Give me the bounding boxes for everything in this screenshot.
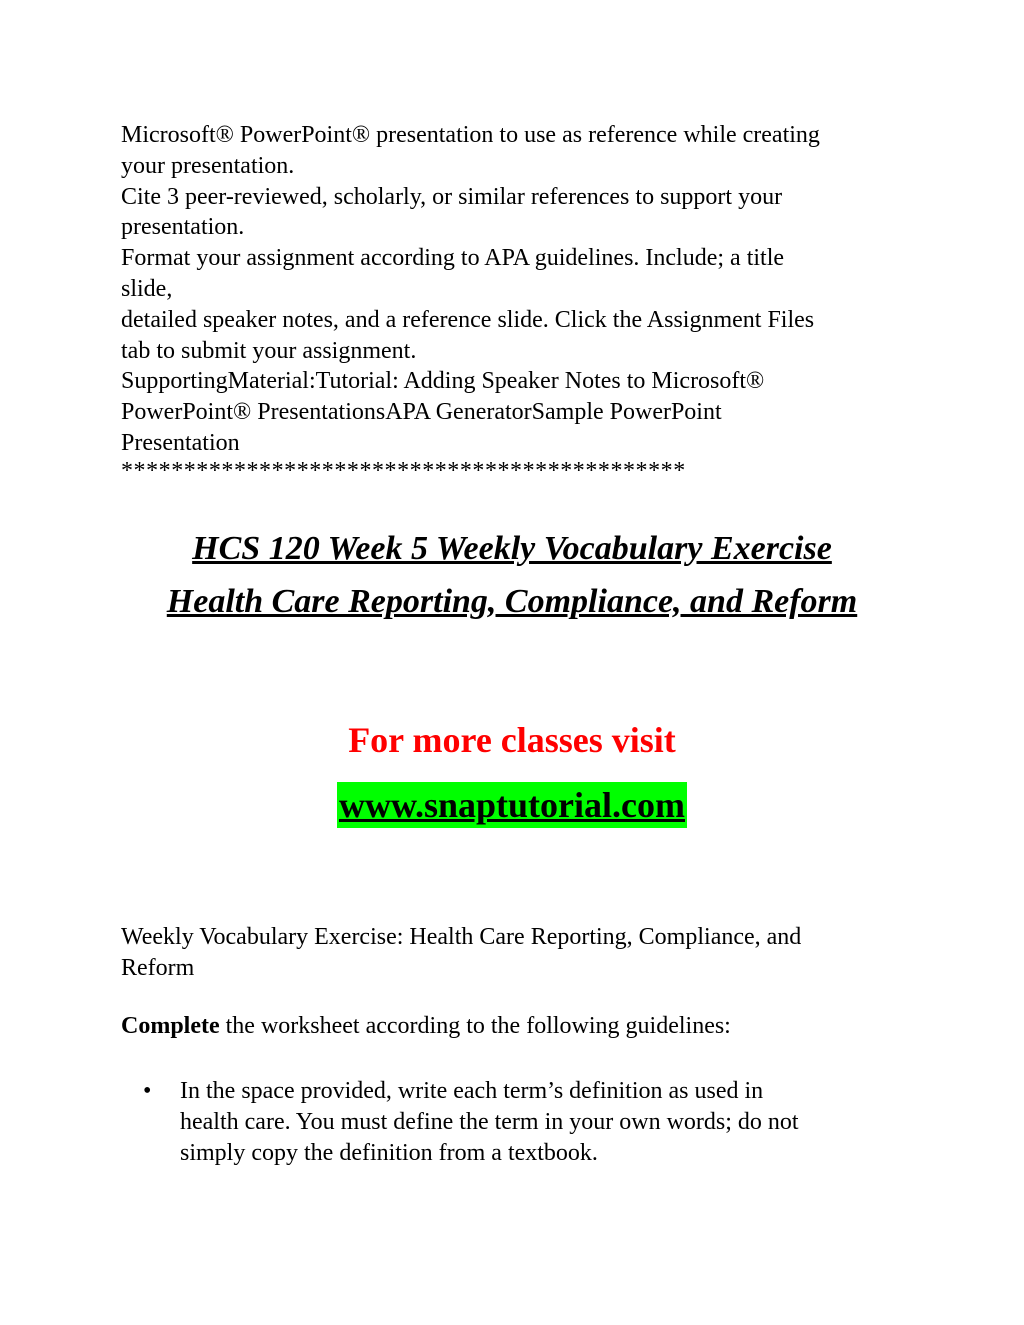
intro-line: your presentation. [121, 152, 295, 179]
promo-section [0, 712, 1024, 828]
intro-line: tab to submit your assignment. [121, 337, 417, 364]
intro-line: PowerPoint® PresentationsAPA GeneratorSample PowerPoint [121, 399, 722, 426]
intro-line: slide, [121, 275, 173, 302]
intro-section [121, 120, 921, 483]
heading-line-2: Health Care Reporting, Compliance, and Reform [166, 583, 858, 620]
intro-line: Format your assignment according to APA guidelines. Include; a title [121, 245, 785, 272]
body-line: Weekly Vocabulary Exercise: Health Care Reporting, Compliance, and [121, 924, 802, 950]
separator-stars: ********************************************* [121, 457, 686, 484]
guideline-bold: Complete [121, 1013, 220, 1039]
guideline-sentence [121, 1011, 731, 1042]
intro-line: presentation. [121, 214, 245, 241]
bullet-line: simply copy the definition from a textbook. [180, 1139, 598, 1166]
intro-line: Cite 3 peer-reviewed, scholarly, or similar references to support your [121, 183, 783, 210]
promo-title: For more classes visit [348, 720, 676, 760]
body-section [121, 922, 911, 984]
guideline-rest: the worksheet according to the following guidelines: [219, 1013, 731, 1039]
body-line: Reform [121, 954, 195, 981]
bullet-marker: • [143, 1078, 152, 1104]
heading-line-1: HCS 120 Week 5 Weekly Vocabulary Exercise [192, 530, 832, 567]
intro-line: detailed speaker notes, and a reference slide. Click the Assignment Files [121, 306, 815, 333]
intro-line: Presentation [121, 429, 240, 456]
intro-line: Microsoft® PowerPoint® presentation to use as reference while creating [121, 122, 820, 148]
promo-link[interactable]: www.snaptutorial.com [337, 782, 687, 828]
bullet-line: In the space provided, write each term’s definition as used in [180, 1078, 764, 1104]
document-heading [0, 522, 1024, 628]
bullet-line: health care. You must define the term in your own words; do not [180, 1108, 799, 1135]
intro-line: SupportingMaterial:Tutorial: Adding Speaker Notes to Microsoft® [121, 368, 765, 395]
